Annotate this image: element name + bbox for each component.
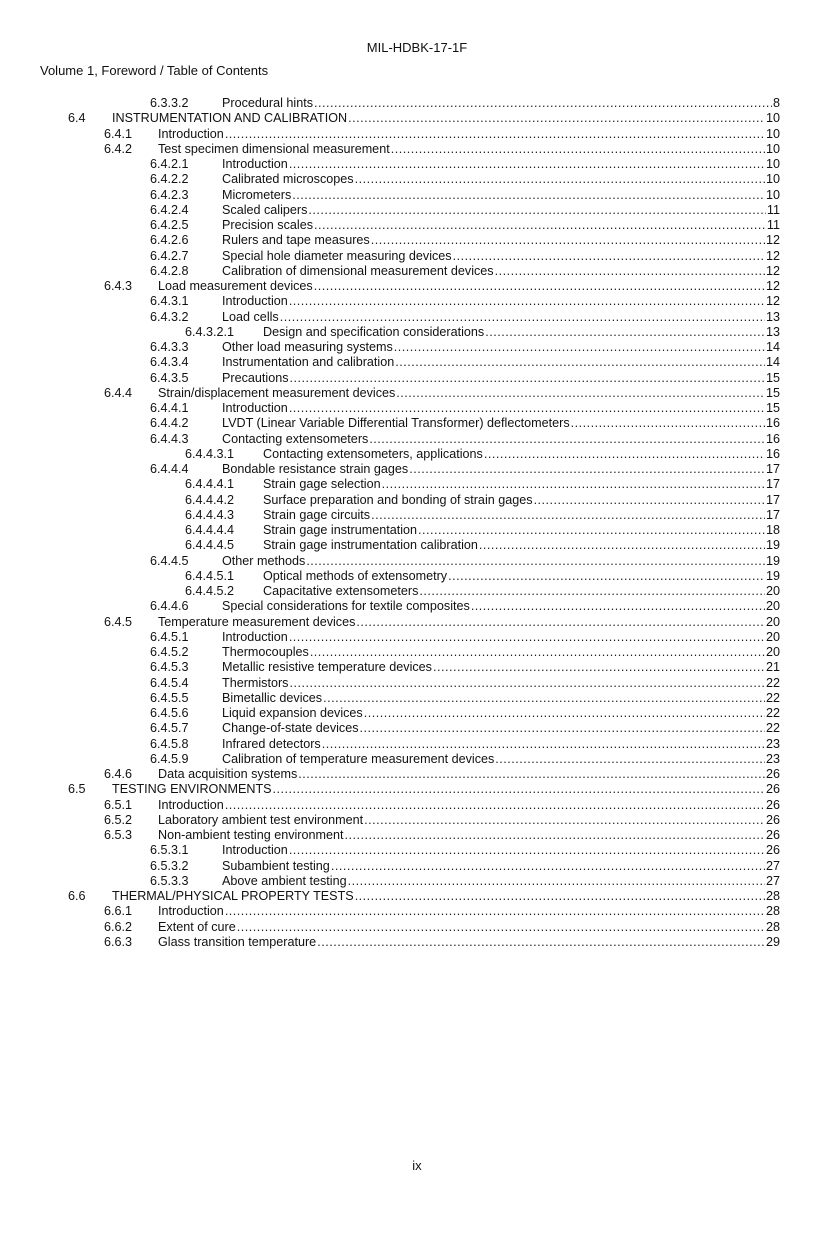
- toc-section-number: 6.4.4.4.5: [185, 538, 235, 553]
- toc-entry[interactable]: [104, 920, 780, 935]
- toc-section-title: INSTRUMENTATION AND CALIBRATION: [112, 111, 348, 126]
- toc-entry[interactable]: [104, 767, 780, 782]
- toc-section-title: Micrometers: [222, 187, 292, 202]
- toc-page-number: 19: [765, 538, 780, 553]
- toc-entry[interactable]: [104, 615, 780, 630]
- toc-dot-leader: [348, 874, 765, 889]
- toc-section-title: Change-of-state devices: [222, 721, 359, 736]
- toc-dot-leader: [314, 279, 765, 294]
- toc-section-title: Above ambient testing: [222, 873, 347, 888]
- toc-entry[interactable]: [104, 386, 780, 401]
- toc-section-number: 6.4.3.2: [150, 309, 189, 324]
- toc-entry[interactable]: [150, 355, 780, 370]
- toc-section-number: 6.4.4.3.1: [185, 446, 235, 461]
- toc-page-number: 12: [765, 294, 780, 309]
- toc-section-number: 6.4.5.6: [150, 706, 189, 720]
- toc-entry[interactable]: [185, 447, 780, 462]
- toc-section-number: 6.4.2.8: [150, 263, 189, 278]
- toc-page-number: 15: [765, 370, 780, 385]
- toc-section-number: 6.4.4.4.3: [185, 507, 235, 522]
- toc-section-number: 6.4.4.4.1: [185, 477, 235, 492]
- toc-page-number: 26: [765, 767, 780, 781]
- toc-page-number: 27: [765, 873, 780, 888]
- toc-entry[interactable]: [150, 630, 780, 645]
- toc-section-number: 6.3.3.2: [150, 96, 189, 110]
- toc-page-number: 17: [765, 492, 780, 507]
- toc-entry[interactable]: [150, 599, 780, 614]
- toc-section-title: Liquid expansion devices: [222, 706, 363, 720]
- toc-page-number: 10: [765, 111, 780, 126]
- toc-section-number: 6.4.4.4.4: [185, 523, 235, 537]
- toc-dot-leader: [348, 111, 765, 126]
- toc-section-title: Instrumentation and calibration: [222, 355, 395, 370]
- toc-section-number: 6.4.2.2: [150, 172, 189, 187]
- toc-page-number: 15: [765, 401, 780, 415]
- toc-entry[interactable]: [185, 508, 780, 523]
- toc-section-title: Strain gage circuits: [263, 507, 371, 522]
- toc-page-number: 13: [765, 309, 780, 324]
- toc-section-number: 6.6: [68, 889, 86, 903]
- toc-section-title: Other methods: [222, 553, 306, 568]
- toc-page-number: 10: [765, 157, 780, 171]
- toc-section-number: 6.4.5.1: [150, 629, 189, 644]
- toc-section-number: 6.4.4.6: [150, 599, 189, 614]
- toc-dot-leader: [360, 721, 765, 736]
- toc-page-number: 13: [765, 324, 780, 339]
- toc-entry[interactable]: [150, 401, 780, 416]
- toc-section-title: Introduction: [158, 797, 224, 812]
- toc-dot-leader: [317, 935, 765, 950]
- toc-page-number: 28: [765, 904, 780, 919]
- toc-entry[interactable]: [68, 782, 780, 797]
- toc-dot-leader: [323, 691, 765, 706]
- toc-section-title: LVDT (Linear Variable Differential Transformer) deflectometers: [222, 416, 570, 431]
- toc-page-number: 26: [765, 797, 780, 812]
- toc-page-number: 12: [765, 233, 780, 248]
- toc-entry[interactable]: [150, 294, 780, 309]
- toc-entry[interactable]: [150, 96, 780, 111]
- toc-dot-leader: [331, 859, 765, 874]
- toc-entry[interactable]: [185, 569, 780, 584]
- toc-dot-leader: [371, 508, 765, 523]
- toc-entry[interactable]: [150, 416, 780, 431]
- toc-page-number: 22: [765, 690, 780, 705]
- toc-entry[interactable]: [150, 340, 780, 355]
- toc-page-number: 19: [765, 553, 780, 568]
- toc-dot-leader: [310, 645, 765, 660]
- toc-section-title: Introduction: [222, 157, 288, 171]
- toc-section-number: 6.4.5.9: [150, 751, 189, 766]
- toc-dot-leader: [448, 569, 765, 584]
- toc-section-title: Extent of cure: [158, 919, 236, 934]
- toc-page-number: 26: [765, 843, 780, 858]
- toc-entry[interactable]: [104, 127, 780, 142]
- toc-dot-leader: [364, 706, 765, 721]
- toc-page-number: 21: [765, 660, 780, 675]
- toc-dot-leader: [364, 813, 765, 828]
- toc-dot-leader: [394, 340, 765, 355]
- toc-section-number: 6.5.2: [104, 812, 133, 827]
- toc-section-title: Scaled calipers: [222, 202, 308, 217]
- toc-entry[interactable]: [150, 660, 780, 675]
- toc-section-title: Capacitative extensometers: [263, 584, 419, 598]
- toc-entry[interactable]: [150, 233, 780, 248]
- toc-section-title: Special hole diameter measuring devices: [222, 248, 452, 263]
- toc-section-title: Subambient testing: [222, 858, 330, 873]
- toc-entry[interactable]: [104, 904, 780, 919]
- toc-section-title: TESTING ENVIRONMENTS: [112, 782, 272, 797]
- toc-page-number: 10: [765, 141, 780, 156]
- toc-entry[interactable]: [150, 843, 780, 858]
- toc-page-number: 8: [772, 96, 780, 110]
- toc-section-title: Data acquisition systems: [158, 767, 298, 781]
- toc-dot-leader: [356, 615, 765, 630]
- toc-section-number: 6.5.3.2: [150, 858, 189, 873]
- toc-section-number: 6.4.5.3: [150, 660, 189, 675]
- toc-page-number: 15: [765, 385, 780, 400]
- toc-entry[interactable]: [150, 874, 780, 889]
- toc-entry[interactable]: [150, 218, 780, 233]
- toc-page-number: 16: [765, 446, 780, 461]
- toc-dot-leader: [298, 767, 765, 782]
- toc-dot-leader: [289, 843, 765, 858]
- toc-section-title: Precautions: [222, 370, 289, 385]
- toc-entry[interactable]: [150, 737, 780, 752]
- toc-section-title: Strain gage instrumentation: [263, 523, 418, 537]
- toc-dot-leader: [237, 920, 765, 935]
- toc-page-number: 22: [765, 706, 780, 720]
- toc-page-number: 12: [765, 279, 780, 293]
- toc-entry[interactable]: [150, 188, 780, 203]
- toc-page-number: 26: [765, 828, 780, 842]
- toc-dot-leader: [280, 310, 765, 325]
- toc-section-number: 6.4.5.4: [150, 675, 189, 690]
- toc-dot-leader: [479, 538, 765, 553]
- toc-dot-leader: [306, 554, 765, 569]
- toc-section-number: 6.4.2.5: [150, 218, 189, 232]
- toc-entry[interactable]: [150, 691, 780, 706]
- toc-page-number: 20: [765, 629, 780, 644]
- toc-section-number: 6.5.1: [104, 797, 133, 812]
- toc-entry[interactable]: [150, 859, 780, 874]
- toc-entry[interactable]: [68, 111, 780, 126]
- toc-section-number: 6.4: [68, 111, 86, 126]
- toc-section-title: THERMAL/PHYSICAL PROPERTY TESTS: [112, 889, 354, 903]
- toc-entry[interactable]: [104, 798, 780, 813]
- toc-dot-leader: [395, 355, 765, 370]
- toc-page-number: 18: [765, 523, 780, 537]
- toc-dot-leader: [485, 325, 765, 340]
- toc-section-title: Load cells: [222, 309, 279, 324]
- toc-entry[interactable]: [150, 432, 780, 447]
- toc-section-number: 6.4.4.1: [150, 401, 189, 415]
- toc-entry[interactable]: [150, 554, 780, 569]
- toc-entry[interactable]: [104, 935, 780, 950]
- toc-section-title: Infrared detectors: [222, 736, 321, 751]
- toc-section-number: 6.4.2.7: [150, 248, 189, 263]
- toc-entry[interactable]: [150, 676, 780, 691]
- toc-section-number: 6.5.3.3: [150, 873, 189, 888]
- toc-entry[interactable]: [185, 493, 780, 508]
- toc-section-title: Thermocouples: [222, 645, 309, 659]
- toc-page-number: 29: [765, 934, 780, 949]
- toc-section-title: Test specimen dimensional measurement: [158, 141, 390, 156]
- toc-section-title: Optical methods of extensometry: [263, 568, 448, 583]
- toc-section-title: Special considerations for textile composites: [222, 599, 470, 614]
- toc-dot-leader: [571, 416, 765, 431]
- document-id: MIL-HDBK-17-1F: [366, 40, 468, 55]
- toc-section-title: Thermistors: [222, 675, 289, 690]
- toc-entry[interactable]: [150, 172, 780, 187]
- toc-dot-leader: [419, 584, 765, 599]
- toc-section-title: Laboratory ambient test environment: [158, 812, 364, 827]
- toc-entry[interactable]: [185, 477, 780, 492]
- toc-dot-leader: [273, 782, 765, 797]
- toc-section-number: 6.5.3: [104, 828, 133, 842]
- toc-dot-leader: [289, 676, 765, 691]
- toc-section-number: 6.5: [68, 782, 86, 797]
- toc-section-title: Calibration of temperature measurement devices: [222, 751, 495, 766]
- toc-page-number: 23: [765, 736, 780, 751]
- toc-section-number: 6.4.5.2: [150, 645, 189, 659]
- toc-page-number: 20: [765, 599, 780, 614]
- toc-section-title: Introduction: [158, 126, 224, 141]
- toc-section-number: 6.4.4.4: [150, 462, 189, 476]
- toc-section-number: 6.4.3.1: [150, 294, 189, 309]
- toc-page-number: 17: [765, 507, 780, 522]
- toc-section-title: Rulers and tape measures: [222, 233, 370, 248]
- document-subtitle: Volume 1, Foreword / Table of Contents: [40, 63, 269, 78]
- toc-page-number: 12: [765, 263, 780, 278]
- toc-page-number: 20: [765, 645, 780, 659]
- toc-dot-leader: [369, 432, 765, 447]
- toc-section-title: Load measurement devices: [158, 279, 313, 293]
- toc-entry[interactable]: [104, 279, 780, 294]
- toc-dot-leader: [314, 218, 766, 233]
- toc-section-title: Metallic resistive temperature devices: [222, 660, 432, 675]
- toc-section-number: 6.4.2.1: [150, 157, 189, 171]
- toc-dot-leader: [471, 599, 765, 614]
- toc-section-title: Strain gage selection: [263, 477, 381, 492]
- toc-page-number: 14: [765, 355, 780, 370]
- toc-section-number: 6.4.1: [104, 126, 133, 141]
- toc-dot-leader: [495, 264, 765, 279]
- toc-entry[interactable]: [150, 310, 780, 325]
- toc-entry[interactable]: [150, 203, 780, 218]
- toc-section-number: 6.4.2.6: [150, 233, 189, 248]
- toc-page-number: 28: [765, 889, 780, 903]
- toc-page-number: 12: [765, 248, 780, 263]
- toc-page-number: 27: [765, 858, 780, 873]
- toc-page-number: 28: [765, 919, 780, 934]
- toc-entry[interactable]: [150, 706, 780, 721]
- toc-entry[interactable]: [150, 157, 780, 172]
- toc-section-number: 6.4.2.4: [150, 202, 189, 217]
- toc-dot-leader: [290, 371, 765, 386]
- toc-section-number: 6.4.4.3: [150, 431, 189, 446]
- toc-dot-leader: [534, 493, 765, 508]
- toc-page-number: 17: [765, 477, 780, 492]
- toc-page-number: 20: [765, 614, 780, 629]
- toc-section-number: 6.4.4.5.1: [185, 568, 235, 583]
- toc-section-title: Design and specification considerations: [263, 324, 485, 339]
- toc-entry[interactable]: [150, 752, 780, 767]
- toc-section-number: 6.4.4.4.2: [185, 492, 235, 507]
- toc-entry[interactable]: [150, 721, 780, 736]
- toc-section-number: 6.4.3.2.1: [185, 324, 235, 339]
- toc-section-title: Calibrated microscopes: [222, 172, 354, 187]
- toc-section-title: Other load measuring systems: [222, 340, 393, 354]
- toc-dot-leader: [322, 737, 765, 752]
- toc-section-number: 6.4.4.2: [150, 416, 189, 431]
- toc-section-title: Strain/displacement measurement devices: [158, 385, 396, 400]
- toc-dot-leader: [495, 752, 765, 767]
- toc-dot-leader: [391, 142, 765, 157]
- toc-section-title: Bondable resistance strain gages: [222, 462, 409, 476]
- toc-entry[interactable]: [150, 264, 780, 279]
- toc-dot-leader: [453, 249, 765, 264]
- toc-dot-leader: [418, 523, 765, 538]
- toc-dot-leader: [289, 157, 765, 172]
- toc-entry[interactable]: [150, 645, 780, 660]
- toc-section-number: 6.4.3.3: [150, 340, 189, 354]
- toc-entry[interactable]: [104, 813, 780, 828]
- toc-section-title: Introduction: [222, 629, 288, 644]
- toc-dot-leader: [314, 96, 772, 111]
- toc-section-number: 6.6.3: [104, 934, 133, 949]
- toc-page-number: 20: [765, 584, 780, 598]
- toc-page-number: 10: [765, 187, 780, 202]
- toc-dot-leader: [382, 477, 765, 492]
- toc-dot-leader: [345, 828, 765, 843]
- toc-section-title: Non-ambient testing environment: [158, 828, 344, 842]
- toc-page-number: 23: [765, 751, 780, 766]
- toc-page-number: 22: [765, 675, 780, 690]
- toc-entry[interactable]: [185, 584, 780, 599]
- toc-section-title: Introduction: [222, 401, 288, 415]
- toc-dot-leader: [225, 127, 765, 142]
- toc-dot-leader: [289, 294, 765, 309]
- toc-dot-leader: [225, 904, 765, 919]
- toc-page-number: 22: [765, 721, 780, 736]
- toc-page-number: 11: [766, 218, 780, 232]
- toc-section-number: 6.4.5.8: [150, 736, 189, 751]
- toc-section-number: 6.6.2: [104, 919, 133, 934]
- toc-dot-leader: [225, 798, 765, 813]
- page-number: ix: [412, 1158, 422, 1173]
- toc-section-title: Strain gage instrumentation calibration: [263, 538, 478, 553]
- toc-section-title: Procedural hints: [222, 96, 314, 110]
- toc-section-number: 6.4.2: [104, 141, 133, 156]
- toc-entry[interactable]: [104, 142, 780, 157]
- toc-section-number: 6.4.5.7: [150, 721, 189, 736]
- toc-page-number: 10: [765, 172, 780, 187]
- toc-section-number: 6.4.4.5: [150, 553, 189, 568]
- toc-section-title: Glass transition temperature: [158, 934, 317, 949]
- toc-entry[interactable]: [185, 325, 780, 340]
- toc-section-title: Precision scales: [222, 218, 313, 232]
- toc-section-number: 6.4.5.5: [150, 690, 189, 705]
- toc-page-number: 16: [765, 416, 780, 431]
- toc-section-title: Contacting extensometers, applications: [263, 446, 483, 461]
- toc-dot-leader: [292, 188, 765, 203]
- toc-page-number: 17: [765, 462, 780, 476]
- toc-section-title: Bimetallic devices: [222, 690, 323, 705]
- toc-page-number: 26: [765, 782, 780, 797]
- toc-entry[interactable]: [150, 462, 780, 477]
- toc-section-title: Surface preparation and bonding of strain gages: [263, 492, 533, 507]
- toc-section-number: 6.4.3.5: [150, 370, 189, 385]
- toc-entry[interactable]: [104, 828, 780, 843]
- toc-entry[interactable]: [68, 889, 780, 904]
- toc-entry[interactable]: [185, 538, 780, 553]
- toc-entry[interactable]: [185, 523, 780, 538]
- toc-section-number: 6.4.5: [104, 614, 133, 629]
- toc-section-title: Introduction: [158, 904, 224, 919]
- toc-dot-leader: [355, 889, 765, 904]
- toc-section-title: Calibration of dimensional measurement devices: [222, 263, 494, 278]
- toc-section-number: 6.5.3.1: [150, 843, 189, 858]
- toc-section-number: 6.4.3: [104, 279, 133, 293]
- toc-dot-leader: [355, 172, 765, 187]
- toc-section-title: Introduction: [222, 843, 288, 858]
- toc-section-title: Temperature measurement devices: [158, 614, 356, 629]
- toc-dot-leader: [396, 386, 765, 401]
- toc-page-number: 26: [765, 812, 780, 827]
- toc-page-number: 11: [766, 202, 780, 217]
- toc-dot-leader: [308, 203, 766, 218]
- toc-page-number: 16: [765, 431, 780, 446]
- toc-section-title: Contacting extensometers: [222, 431, 369, 446]
- toc-section-number: 6.4.3.4: [150, 355, 189, 370]
- toc-entry[interactable]: [150, 371, 780, 386]
- toc-dot-leader: [433, 660, 765, 675]
- toc-page-number: 19: [765, 568, 780, 583]
- toc-section-number: 6.4.4: [104, 385, 133, 400]
- toc-section-number: 6.4.6: [104, 767, 133, 781]
- toc-dot-leader: [289, 401, 765, 416]
- toc-dot-leader: [371, 233, 765, 248]
- toc-section-number: 6.6.1: [104, 904, 133, 919]
- toc-section-number: 6.4.2.3: [150, 187, 189, 202]
- toc-entry[interactable]: [150, 249, 780, 264]
- toc-page-number: 14: [765, 340, 780, 354]
- toc-section-number: 6.4.4.5.2: [185, 584, 235, 598]
- toc-dot-leader: [289, 630, 765, 645]
- toc-dot-leader: [409, 462, 765, 477]
- toc-dot-leader: [484, 447, 765, 462]
- toc-section-title: Introduction: [222, 294, 288, 309]
- toc-page-number: 10: [765, 126, 780, 141]
